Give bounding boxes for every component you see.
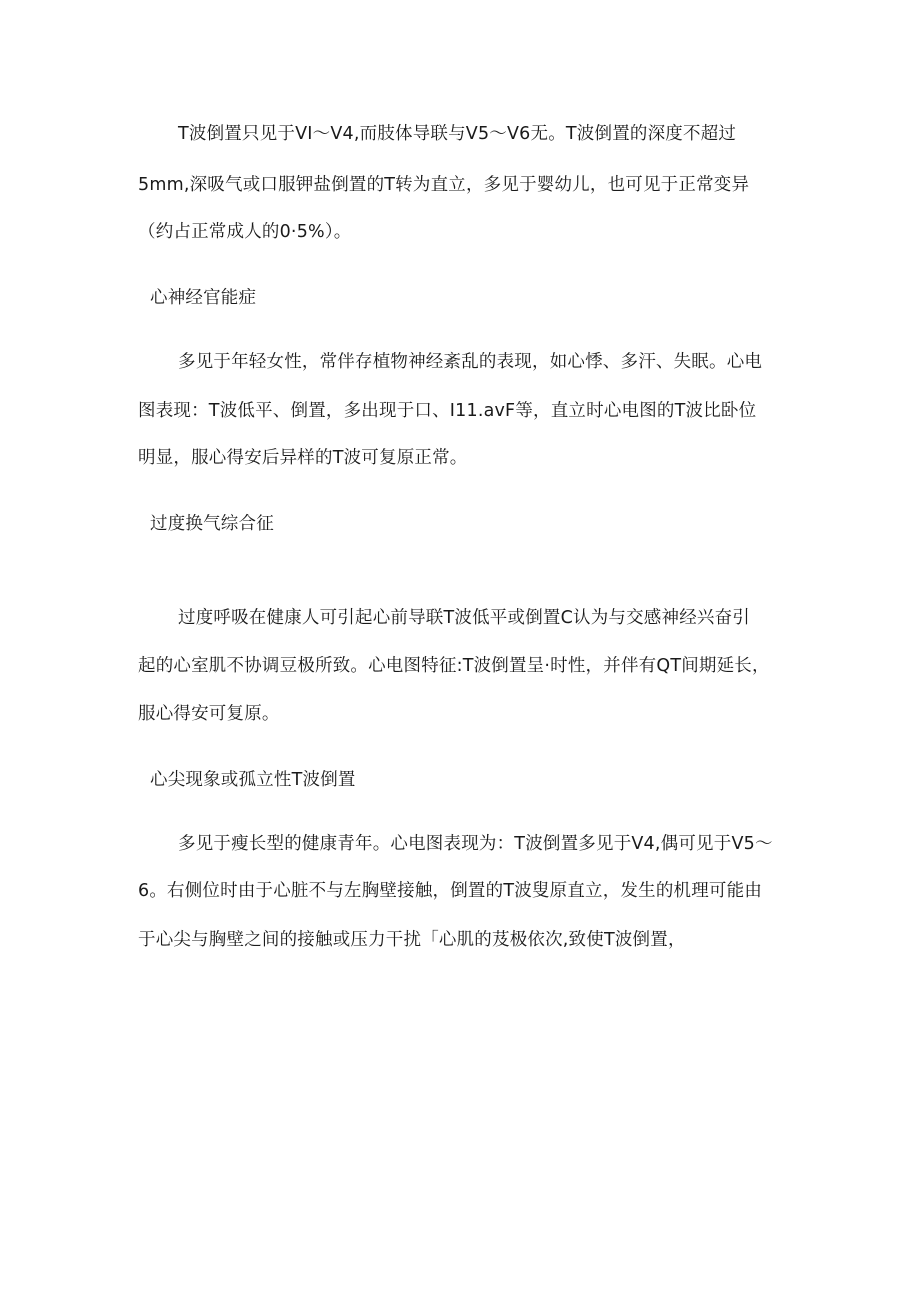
paragraph-line: 起的心室肌不协调豆极所致。心电图特征:T波倒置呈·时性，并伴有QT间期延长， bbox=[138, 656, 770, 676]
paragraph-line: （约占正常成人的0·5%）。 bbox=[138, 222, 352, 242]
paragraph-line: 6。右侧位时由于心脏不与左胸壁接触，倒置的T波叟原直立，发生的机理可能由 bbox=[138, 881, 763, 901]
section-heading: 过度换气综合征 bbox=[150, 514, 274, 534]
paragraph-line: 明显，服心得安后异样的T波可复原正常。 bbox=[138, 448, 468, 468]
paragraph-line: 服心得安可复原。 bbox=[138, 704, 280, 724]
paragraph-line: 图表现：T波低平、倒置，多出现于口、I11.avF等，直立时心电图的T波比卧位 bbox=[138, 401, 757, 421]
paragraph-line: 多见于年轻女性，常伴存植物神经紊乱的表现，如心悸、多汗、失眠。心电 bbox=[178, 352, 763, 372]
paragraph-line: T波倒置只见于VI～V4,而肢体导联与V5～V6无。T波倒置的深度不超过 bbox=[178, 124, 737, 144]
paragraph-line: 5mm,深吸气或口服钾盐倒置的T转为直立，多见于婴幼儿，也可见于正常变异 bbox=[138, 175, 750, 195]
paragraph-line: 多见于瘦长型的健康青年。心电图表现为：T波倒置多见于V4,偶可见于V5～ bbox=[178, 834, 773, 854]
paragraph-line: 过度呼吸在健康人可引起心前导联T波低平或倒置C认为与交感神经兴奋引 bbox=[178, 608, 751, 628]
section-heading: 心尖现象或孤立性T波倒置 bbox=[150, 770, 356, 790]
paragraph-line: 于心尖与胸壁之间的接触或压力干扰「心肌的芨极依次,致使T波倒置， bbox=[138, 930, 686, 950]
section-heading: 心神经官能症 bbox=[150, 288, 257, 308]
